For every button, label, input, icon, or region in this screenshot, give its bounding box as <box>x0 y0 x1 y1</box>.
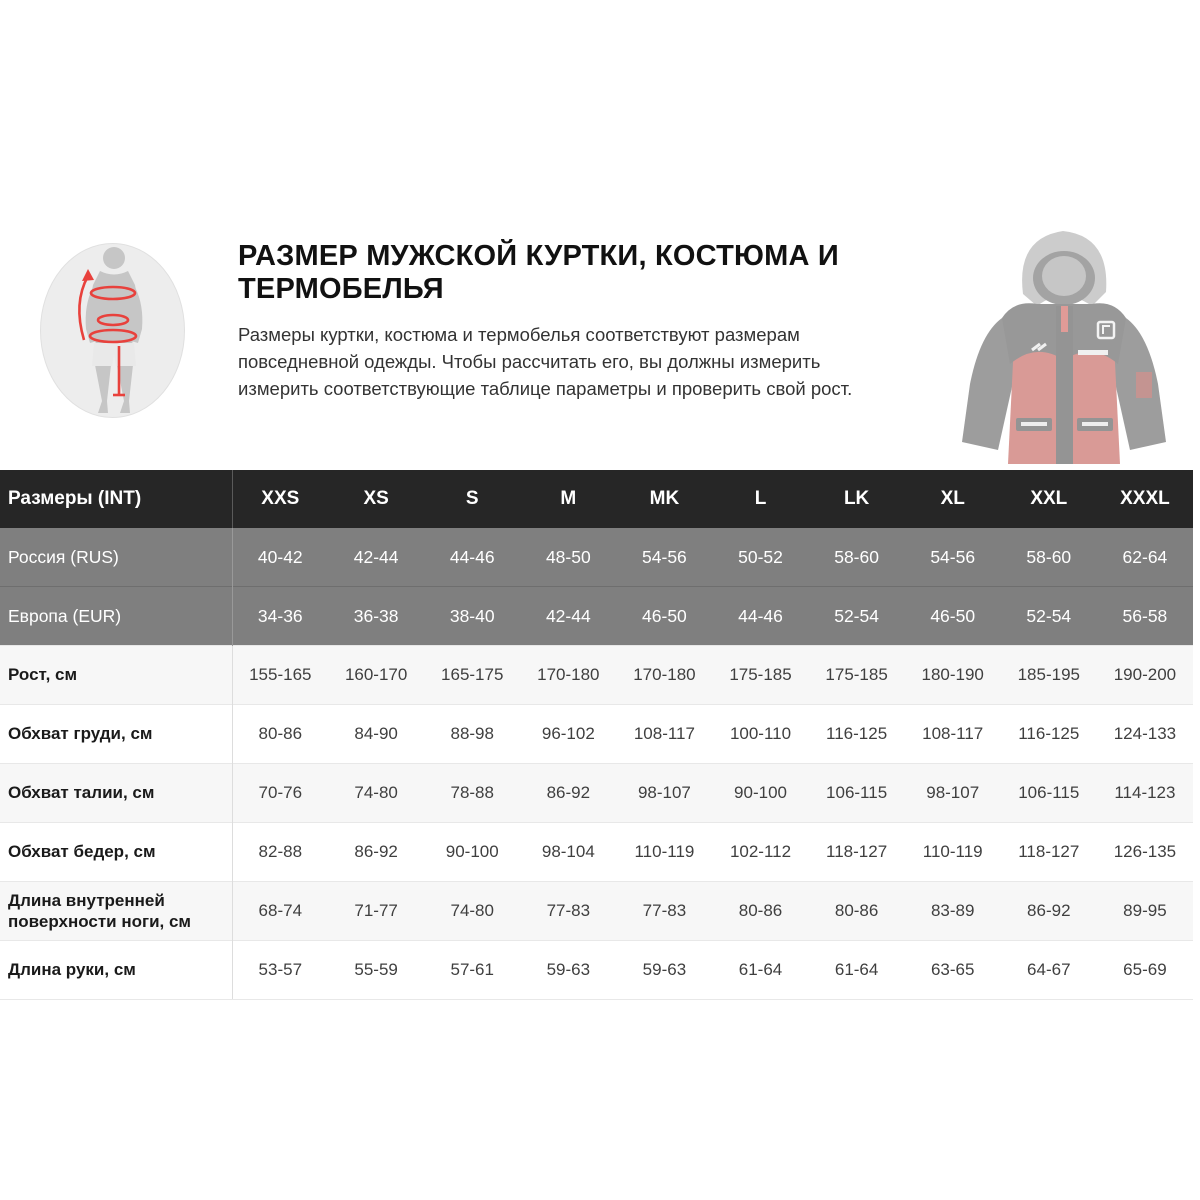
size-value-cell: 42-44 <box>328 528 424 587</box>
size-value-cell: 116-125 <box>809 705 905 764</box>
size-value-cell: 118-127 <box>809 823 905 882</box>
size-value-cell: 44-46 <box>424 528 520 587</box>
body-measurement-icon <box>40 243 185 418</box>
size-value-cell: 106-115 <box>1001 764 1097 823</box>
size-value-cell: 40-42 <box>232 528 328 587</box>
table-row <box>0 823 1193 882</box>
size-value-cell: 52-54 <box>1001 587 1097 646</box>
size-value-cell: 165-175 <box>424 646 520 705</box>
size-value-cell: 58-60 <box>1001 528 1097 587</box>
size-value-cell: 160-170 <box>328 646 424 705</box>
size-value-cell: 42-44 <box>520 587 616 646</box>
size-value-cell: 64-67 <box>1001 941 1097 1000</box>
size-column-header: L <box>712 470 808 528</box>
size-value-cell: 126-135 <box>1097 823 1193 882</box>
size-table-body <box>0 528 1193 1000</box>
size-value-cell: 108-117 <box>616 705 712 764</box>
size-value-cell: 110-119 <box>616 823 712 882</box>
size-value-cell: 102-112 <box>712 823 808 882</box>
size-column-header: XXL <box>1001 470 1097 528</box>
size-column-header: XXS <box>232 470 328 528</box>
size-value-cell: 80-86 <box>712 882 808 941</box>
table-row <box>0 941 1193 1000</box>
size-value-cell: 74-80 <box>328 764 424 823</box>
table-row <box>0 764 1193 823</box>
row-label: Обхват талии, см <box>0 764 232 823</box>
size-value-cell: 114-123 <box>1097 764 1193 823</box>
table-row <box>0 587 1193 646</box>
table-row <box>0 528 1193 587</box>
size-value-cell: 59-63 <box>616 941 712 1000</box>
jacket-product-image <box>940 222 1200 470</box>
size-column-header: MK <box>616 470 712 528</box>
size-column-header: XXXL <box>1097 470 1193 528</box>
size-value-cell: 61-64 <box>809 941 905 1000</box>
size-value-cell: 65-69 <box>1097 941 1193 1000</box>
size-value-cell: 124-133 <box>1097 705 1193 764</box>
size-value-cell: 34-36 <box>232 587 328 646</box>
row-label: Европа (EUR) <box>0 587 232 646</box>
size-value-cell: 106-115 <box>809 764 905 823</box>
size-value-cell: 84-90 <box>328 705 424 764</box>
size-value-cell: 62-64 <box>1097 528 1193 587</box>
size-value-cell: 59-63 <box>520 941 616 1000</box>
size-value-cell: 170-180 <box>616 646 712 705</box>
size-value-cell: 88-98 <box>424 705 520 764</box>
size-table-header <box>0 470 1193 528</box>
size-value-cell: 190-200 <box>1097 646 1193 705</box>
size-value-cell: 71-77 <box>328 882 424 941</box>
measurement-figure-icon <box>40 243 185 418</box>
size-value-cell: 116-125 <box>1001 705 1097 764</box>
size-value-cell: 86-92 <box>520 764 616 823</box>
size-value-cell: 74-80 <box>424 882 520 941</box>
size-value-cell: 54-56 <box>616 528 712 587</box>
size-value-cell: 36-38 <box>328 587 424 646</box>
size-value-cell: 77-83 <box>520 882 616 941</box>
size-value-cell: 90-100 <box>712 764 808 823</box>
size-table-header-row <box>0 470 1193 528</box>
size-value-cell: 61-64 <box>712 941 808 1000</box>
size-column-header: M <box>520 470 616 528</box>
size-value-cell: 80-86 <box>232 705 328 764</box>
intro-description: Размеры куртки, костюма и термобелья соответствуют размерам повседневной одежды. Чтобы рассчитать его, вы должны измерить измерить соответствующие таблице параметры и проверить свой рост. <box>238 324 853 399</box>
table-row <box>0 882 1193 941</box>
size-value-cell: 80-86 <box>809 882 905 941</box>
size-value-cell: 110-119 <box>905 823 1001 882</box>
size-value-cell: 55-59 <box>328 941 424 1000</box>
table-row <box>0 705 1193 764</box>
size-value-cell: 56-58 <box>1097 587 1193 646</box>
size-value-cell: 170-180 <box>520 646 616 705</box>
size-value-cell: 86-92 <box>328 823 424 882</box>
size-value-cell: 89-95 <box>1097 882 1193 941</box>
size-value-cell: 86-92 <box>1001 882 1097 941</box>
size-value-cell: 82-88 <box>232 823 328 882</box>
row-label: Рост, см <box>0 646 232 705</box>
size-value-cell: 175-185 <box>712 646 808 705</box>
size-value-cell: 46-50 <box>616 587 712 646</box>
size-value-cell: 155-165 <box>232 646 328 705</box>
size-value-cell: 63-65 <box>905 941 1001 1000</box>
page-title: РАЗМЕР МУЖСКОЙ КУРТКИ, КОСТЮМА И ТЕРМОБЕЛЬЯ <box>238 240 839 305</box>
size-value-cell: 98-107 <box>905 764 1001 823</box>
row-label: Длина руки, см <box>0 941 232 1000</box>
size-value-cell: 180-190 <box>905 646 1001 705</box>
size-column-header: LK <box>809 470 905 528</box>
size-value-cell: 98-104 <box>520 823 616 882</box>
size-value-cell: 53-57 <box>232 941 328 1000</box>
intro-section <box>0 0 1200 470</box>
size-value-cell: 175-185 <box>809 646 905 705</box>
row-label: Обхват бедер, см <box>0 823 232 882</box>
size-value-cell: 38-40 <box>424 587 520 646</box>
size-column-header: XS <box>328 470 424 528</box>
table-corner-header: Размеры (INT) <box>0 470 232 528</box>
size-value-cell: 100-110 <box>712 705 808 764</box>
size-value-cell: 52-54 <box>809 587 905 646</box>
size-value-cell: 118-127 <box>1001 823 1097 882</box>
row-label: Россия (RUS) <box>0 528 232 587</box>
jacket-illustration <box>940 222 1200 470</box>
size-column-header: XL <box>905 470 1001 528</box>
size-value-cell: 78-88 <box>424 764 520 823</box>
size-value-cell: 96-102 <box>520 705 616 764</box>
size-value-cell: 90-100 <box>424 823 520 882</box>
row-label: Длина внутренней поверхности ноги, см <box>0 882 232 941</box>
size-value-cell: 70-76 <box>232 764 328 823</box>
size-value-cell: 98-107 <box>616 764 712 823</box>
size-value-cell: 58-60 <box>809 528 905 587</box>
size-value-cell: 48-50 <box>520 528 616 587</box>
size-value-cell: 57-61 <box>424 941 520 1000</box>
size-value-cell: 77-83 <box>616 882 712 941</box>
size-value-cell: 46-50 <box>905 587 1001 646</box>
size-value-cell: 83-89 <box>905 882 1001 941</box>
size-value-cell: 50-52 <box>712 528 808 587</box>
size-value-cell: 44-46 <box>712 587 808 646</box>
row-label: Обхват груди, см <box>0 705 232 764</box>
intro-text-block <box>238 240 938 402</box>
table-row <box>0 646 1193 705</box>
size-table <box>0 470 1193 1000</box>
size-column-header: S <box>424 470 520 528</box>
size-value-cell: 54-56 <box>905 528 1001 587</box>
size-value-cell: 108-117 <box>905 705 1001 764</box>
size-value-cell: 68-74 <box>232 882 328 941</box>
size-value-cell: 185-195 <box>1001 646 1097 705</box>
